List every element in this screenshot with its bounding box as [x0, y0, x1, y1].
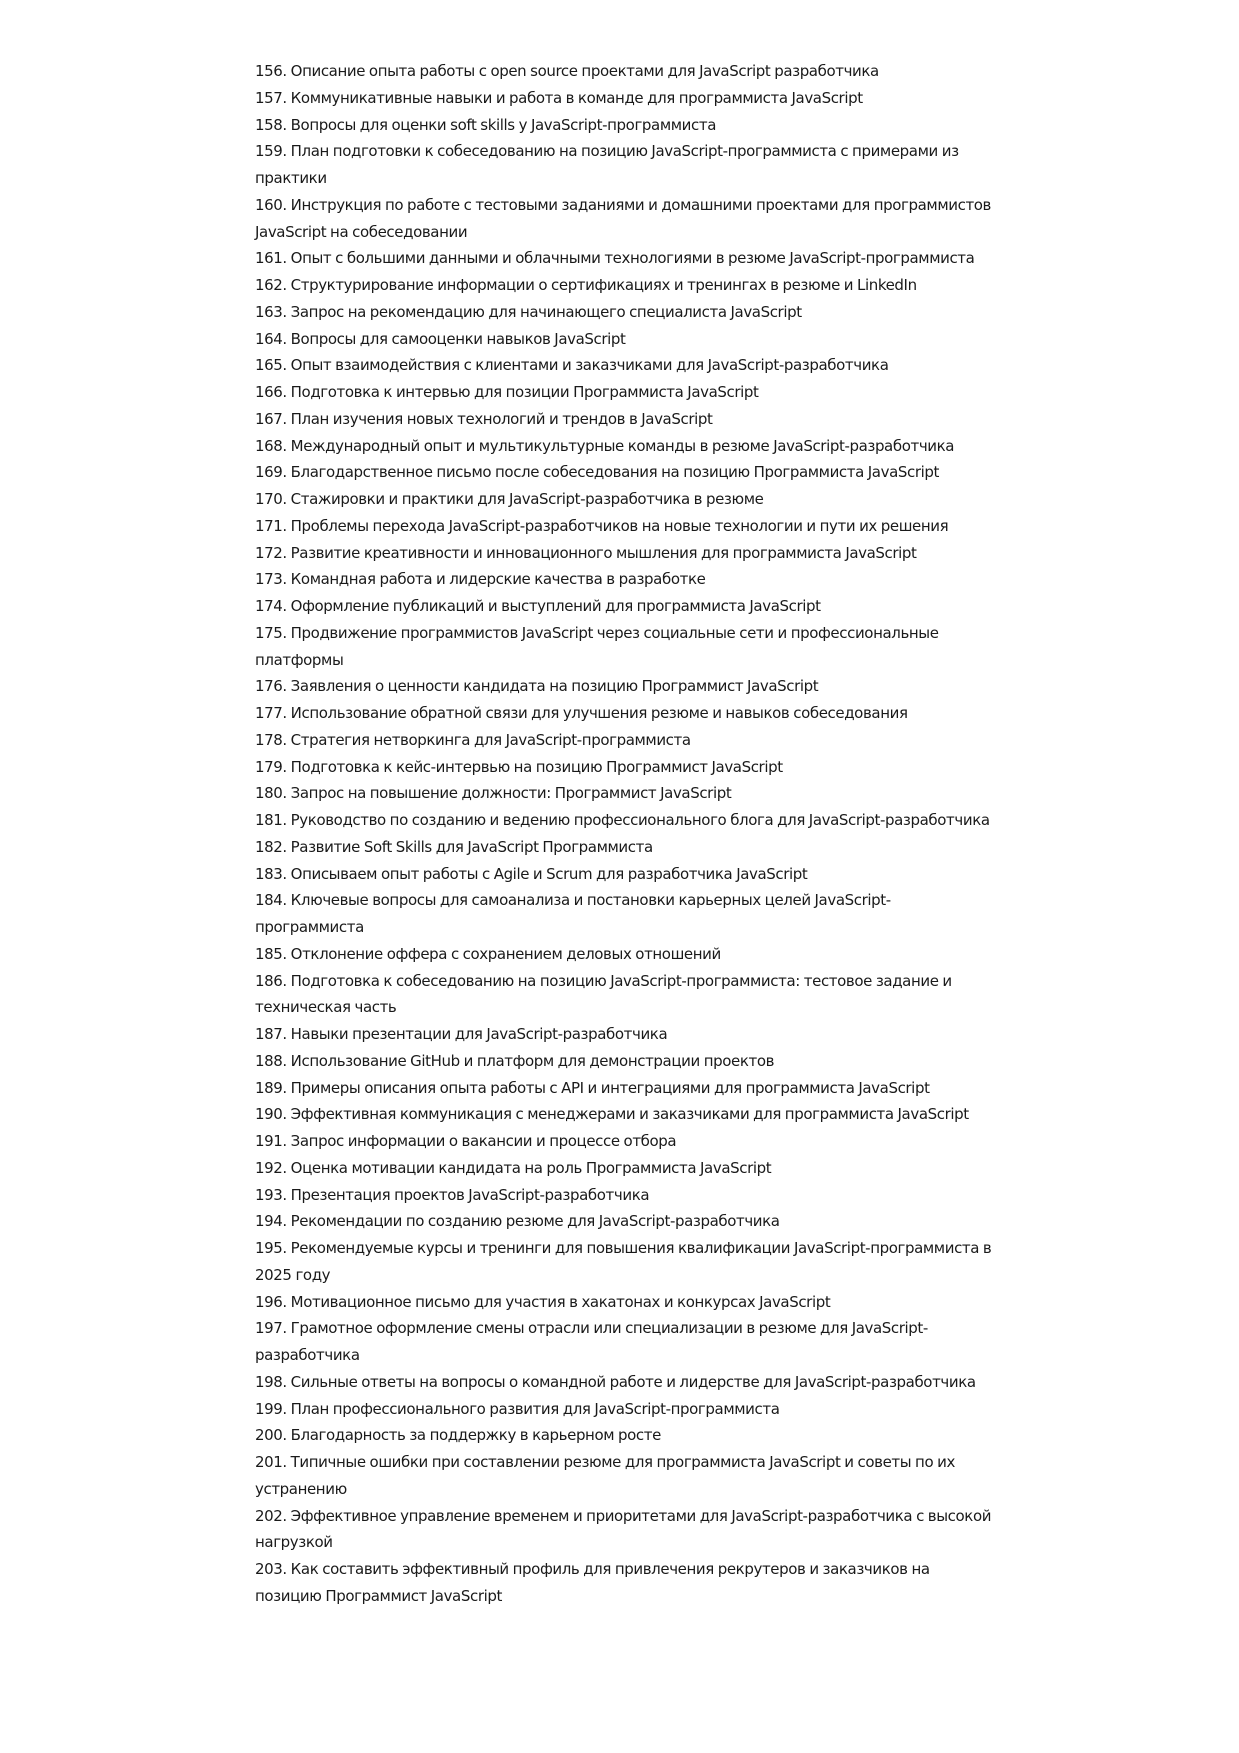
list-item: 192. Оценка мотивации кандидата на роль Программиста JavaScript: [255, 1158, 772, 1177]
list-item: 196. Мотивационное письмо для участия в хакатонах и конкурсах JavaScript: [255, 1292, 831, 1311]
list-item: 195. Рекомендуемые курсы и тренинги для повышения квалификации JavaScript-программиста в 2025 году: [255, 1239, 992, 1284]
list-item: 173. Командная работа и лидерские качества в разработке: [255, 570, 706, 589]
document-page: [255, 58, 995, 1610]
list-item: 190. Эффективная коммуникация с менеджерами и заказчиками для программиста JavaScript: [255, 1105, 969, 1124]
list-item: 166. Подготовка к интервью для позиции Программиста JavaScript: [255, 383, 759, 401]
list-item: 171. Проблемы перехода JavaScript-разработчиков на новые технологии и пути их решения: [255, 516, 949, 535]
list-item: 177. Использование обратной связи для улучшения резюме и навыков собеседования: [255, 704, 908, 722]
list-item: 156. Описание опыта работы с open source проектами для JavaScript разработчика: [255, 62, 879, 80]
list-item: 168. Международный опыт и мультикультурные команды в резюме JavaScript-разработчика: [255, 436, 955, 455]
list-item: 184. Ключевые вопросы для самоанализа и постановки карьерных целей JavaScript-программиста: [255, 891, 891, 936]
list-item: 188. Использование GitHub и платформ для демонстрации проектов: [255, 1051, 775, 1070]
list-item: 162. Структурирование информации о сертификациях и тренингах в резюме и LinkedIn: [255, 276, 917, 294]
list-item: 180. Запрос на повышение должности: Программист JavaScript: [255, 784, 732, 803]
list-item: 194. Рекомендации по созданию резюме для JavaScript-разработчика: [255, 1212, 780, 1231]
list-item: 199. План профессионального развития для JavaScript-программиста: [255, 1399, 780, 1418]
list-item: 186. Подготовка к собеседованию на позицию JavaScript-программиста: тестовое задание и техническая часть: [255, 971, 952, 1017]
list-item: 201. Типичные ошибки при составлении резюме для программиста JavaScript и советы по их устранению: [255, 1453, 955, 1498]
list-item: 187. Навыки презентации для JavaScript-разработчика: [255, 1025, 668, 1043]
list-item: 181. Руководство по созданию и ведению профессионального блога для JavaScript-разработчика: [255, 811, 990, 829]
list-item: 169. Благодарственное письмо после собеседования на позицию Программиста JavaScript: [255, 463, 939, 482]
list-item: 157. Коммуникативные навыки и работа в команде для программиста JavaScript: [255, 88, 863, 107]
list-item: 161. Опыт с большими данными и облачными технологиями в резюме JavaScript-программиста: [255, 249, 975, 268]
list-item: 170. Стажировки и практики для JavaScript-разработчика в резюме: [255, 490, 764, 508]
list-item: 167. План изучения новых технологий и трендов в JavaScript: [255, 409, 713, 428]
list-item: 203. Как составить эффективный профиль для привлечения рекрутеров и заказчиков на позицию Программист JavaScript: [255, 1560, 930, 1605]
list-item: 183. Описываем опыт работы с Agile и Scrum для разработчика JavaScript: [255, 864, 808, 883]
list-item: 197. Грамотное оформление смены отрасли или специализации в резюме для JavaScript-разработчика: [255, 1319, 928, 1364]
list-item: 198. Сильные ответы на вопросы о командной работе и лидерстве для JavaScript-разработчика: [255, 1372, 976, 1391]
list-item: 202. Эффективное управление временем и приоритетами для JavaScript-разработчика с высокой нагрузкой: [255, 1506, 992, 1552]
list-item: 179. Подготовка к кейс-интервью на позицию Программист JavaScript: [255, 757, 783, 776]
list-item: 160. Инструкция по работе с тестовыми заданиями и домашними проектами для программистов JavaScript на собеседовании: [255, 195, 991, 241]
list-item: 178. Стратегия нетворкинга для JavaScript-программиста: [255, 730, 691, 749]
list-item: 159. План подготовки к собеседованию на позицию JavaScript-программиста с примерами из практики: [255, 142, 959, 187]
list-item: 189. Примеры описания опыта работы с API и интеграциями для программиста JavaScript: [255, 1078, 930, 1097]
list-item: 163. Запрос на рекомендацию для начинающего специалиста JavaScript: [255, 302, 802, 321]
list-item: 174. Оформление публикаций и выступлений для программиста JavaScript: [255, 597, 821, 615]
list-item: 176. Заявления о ценности кандидата на позицию Программист JavaScript: [255, 677, 819, 696]
list-item: 164. Вопросы для самооценки навыков JavaScript: [255, 329, 626, 348]
list-item: 165. Опыт взаимодействия с клиентами и заказчиками для JavaScript-разработчика: [255, 356, 889, 375]
list-item: 172. Развитие креативности и инновационного мышления для программиста JavaScript: [255, 543, 917, 562]
list-item: 182. Развитие Soft Skills для JavaScript Программиста: [255, 837, 653, 856]
list-item: 200. Благодарность за поддержку в карьерном росте: [255, 1426, 661, 1445]
list-item: 158. Вопросы для оценки soft skills у JavaScript-программиста: [255, 115, 716, 134]
list-item: 193. Презентация проектов JavaScript-разработчика: [255, 1185, 650, 1204]
list-item: 175. Продвижение программистов JavaScript через социальные сети и профессиональные платформы: [255, 623, 939, 669]
list-item: 191. Запрос информации о вакансии и процессе отбора: [255, 1132, 677, 1150]
list-item: 185. Отклонение оффера с сохранением деловых отношений: [255, 944, 721, 963]
